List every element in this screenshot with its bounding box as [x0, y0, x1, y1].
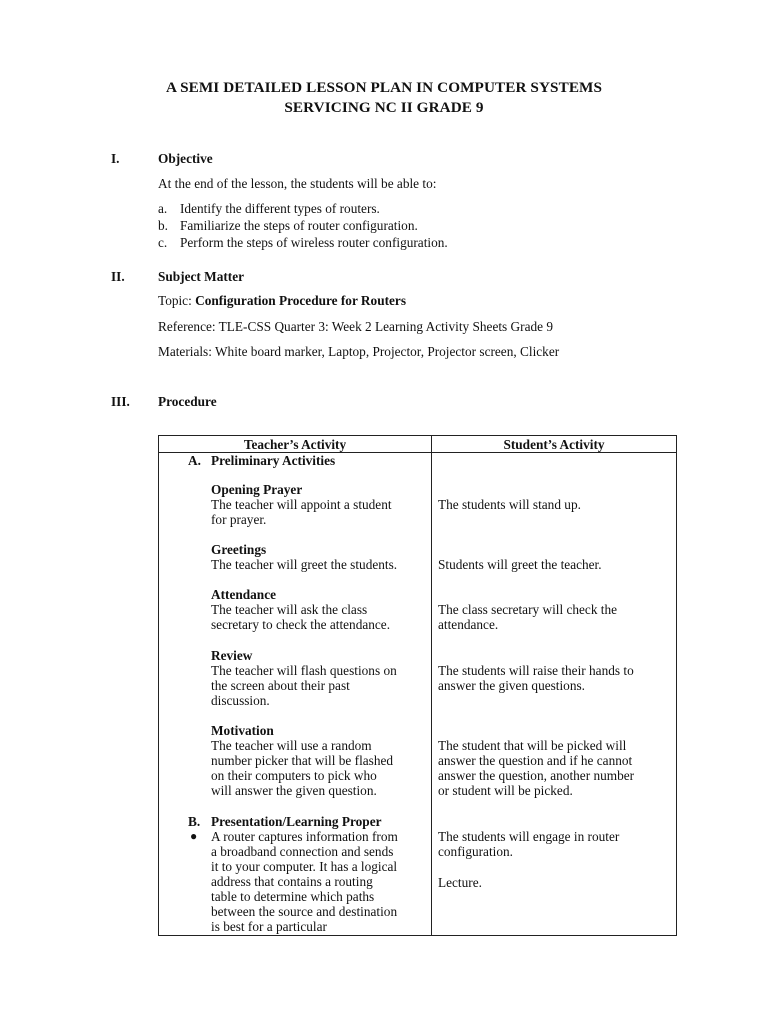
section-heading-objective: Objective [158, 151, 213, 166]
section-heading-subject: Subject Matter [158, 269, 245, 284]
teacher-activity-line: number picker that will be flashed [211, 753, 394, 768]
table-header-student: Student’s Activity [503, 437, 605, 452]
table-section-letter: B. [188, 814, 201, 829]
teacher-activity-line: The teacher will appoint a student [211, 497, 392, 512]
student-activity-line: or student will be picked. [438, 783, 573, 798]
table-header-teacher: Teacher’s Activity [243, 437, 347, 452]
teacher-activity-line: The teacher will use a random [211, 738, 372, 753]
subject-reference: Reference: TLE-CSS Quarter 3: Week 2 Learning Activity Sheets Grade 9 [158, 319, 554, 334]
student-activity-line: attendance. [438, 617, 499, 632]
activity-heading: Review [211, 648, 253, 663]
procedure-table [158, 435, 677, 936]
teacher-activity-line: secretary to check the attendance. [211, 617, 391, 632]
student-activity-line: The student that will be picked will [438, 738, 627, 753]
activity-heading: Greetings [211, 542, 267, 557]
activity-heading: Opening Prayer [211, 482, 303, 497]
student-activity-line: Students will greet the teacher. [438, 557, 602, 572]
student-activity-line: The students will stand up. [438, 497, 581, 512]
teacher-activity-line: The teacher will flash questions on [211, 663, 397, 678]
student-activity-line: The students will raise their hands to [438, 663, 634, 678]
table-column-divider [431, 436, 432, 935]
table-section-letter: A. [188, 453, 201, 468]
objective-item-letter: a. [158, 201, 168, 216]
student-activity-line: answer the question, another number [438, 768, 635, 783]
student-activity-line: configuration. [438, 844, 513, 859]
student-activity-line: answer the given questions. [438, 678, 585, 693]
teacher-activity-line: The teacher will ask the class [211, 602, 368, 617]
activity-heading: Motivation [211, 723, 274, 738]
section-numeral-subject: II. [111, 269, 125, 284]
section-numeral-procedure: III. [111, 394, 130, 409]
teacher-activity-line: discussion. [211, 693, 270, 708]
objective-item-letter: b. [158, 218, 168, 233]
table-section-label: Preliminary Activities [211, 453, 336, 468]
teacher-activity-line: the screen about their past [211, 678, 350, 693]
objective-item-text: Familiarize the steps of router configuration. [180, 218, 418, 233]
objective-intro: At the end of the lesson, the students will be able to: [158, 176, 437, 191]
teacher-activity-line: is best for a particular [211, 919, 327, 934]
bullet-icon: ● [190, 829, 198, 843]
objective-item-text: Perform the steps of wireless router configuration. [180, 235, 448, 250]
student-activity-line: answer the question and if he cannot [438, 753, 633, 768]
teacher-activity-line: address that contains a routing [211, 874, 373, 889]
student-activity-line: The class secretary will check the [438, 602, 618, 617]
section-numeral-objective: I. [111, 151, 120, 166]
teacher-activity-line: on their computers to pick who [211, 768, 377, 783]
topic-value: Configuration Procedure for Routers [195, 293, 406, 308]
teacher-activity-line: A router captures information from [211, 829, 398, 844]
teacher-activity-line: for prayer. [211, 512, 267, 527]
objective-item-letter: c. [158, 235, 168, 250]
table-section-label: Presentation/Learning Proper [211, 814, 382, 829]
subject-materials: Materials: White board marker, Laptop, Projector, Projector screen, Clicker [158, 344, 560, 359]
teacher-activity-line: between the source and destination [211, 904, 398, 919]
section-heading-procedure: Procedure [158, 394, 217, 409]
activity-heading: Attendance [211, 587, 276, 602]
student-activity-line: Lecture. [438, 875, 482, 890]
student-activity-line: The students will engage in router [438, 829, 620, 844]
teacher-activity-line: will answer the given question. [211, 783, 377, 798]
teacher-activity-line: it to your computer. It has a logical [211, 859, 398, 874]
document-title-line-1: A SEMI DETAILED LESSON PLAN IN COMPUTER SYSTEMS [165, 79, 603, 96]
teacher-activity-line: The teacher will greet the students. [211, 557, 398, 572]
topic-label: Topic: [158, 293, 196, 308]
document-title-line-2: SERVICING NC II GRADE 9 [284, 99, 484, 116]
objective-item-text: Identify the different types of routers. [180, 201, 380, 216]
subject-topic [158, 293, 406, 309]
teacher-activity-line: table to determine which paths [211, 889, 375, 904]
teacher-activity-line: a broadband connection and sends [211, 844, 394, 859]
